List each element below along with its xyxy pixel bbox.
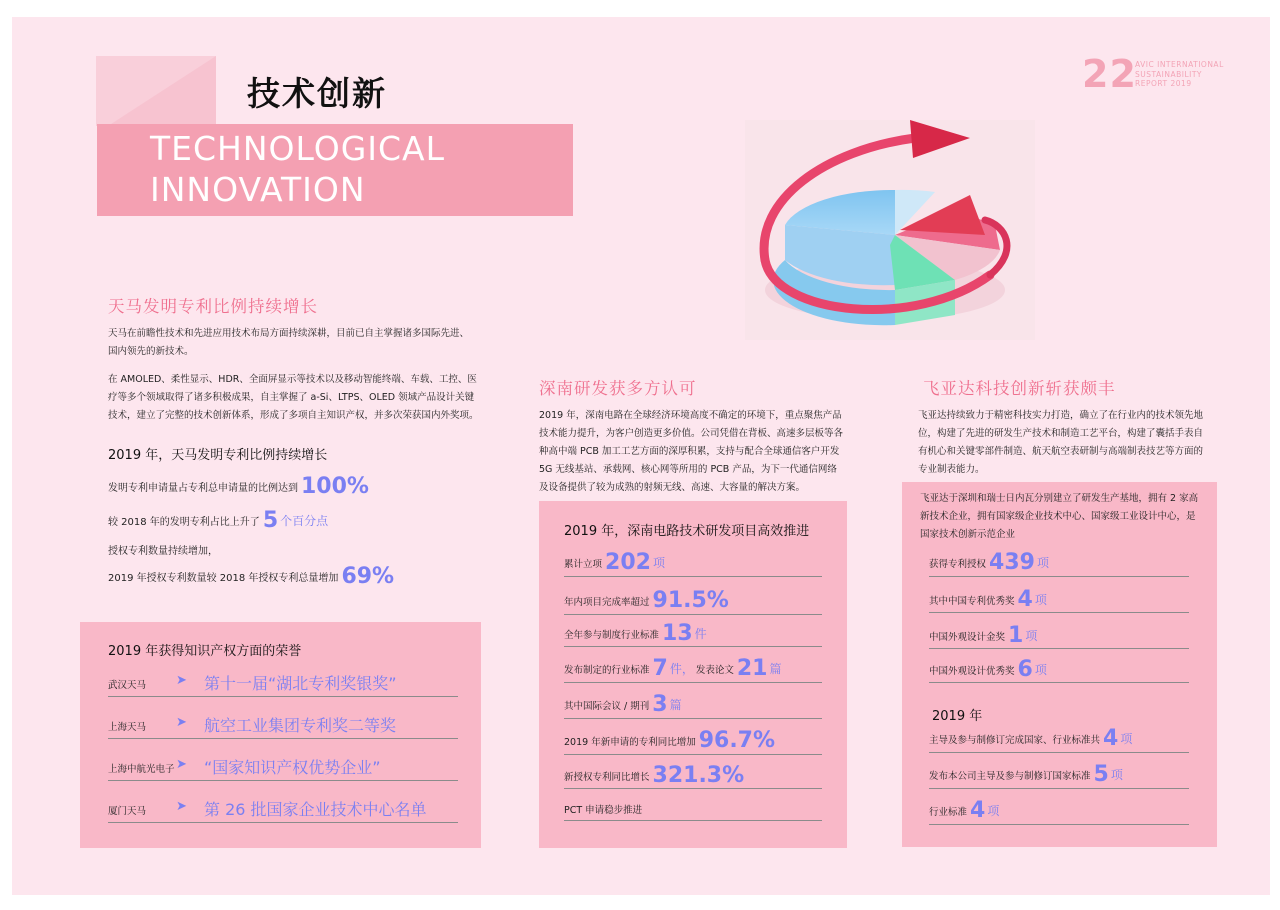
arrow-right-icon: ➤ bbox=[176, 715, 187, 730]
shennan-heading: 深南研发获多方认可 bbox=[539, 379, 697, 398]
shennan-box-title: 2019 年，深南电路技术研发项目高效推进 bbox=[564, 524, 810, 539]
pie-chart-arrow-illustration bbox=[745, 110, 1035, 340]
feiyada-row: 其中中国专利优秀奖 4 项 bbox=[929, 582, 1189, 613]
arrow-right-icon: ➤ bbox=[176, 673, 187, 688]
page-title-cn: 技术创新 bbox=[247, 74, 387, 113]
tianma-heading: 天马发明专利比例持续增长 bbox=[108, 297, 318, 316]
honor-row: 武汉天马 ➤ 第十一届“湖北专利奖银奖” bbox=[108, 670, 458, 697]
shennan-row: 全年参与制度行业标准 13 件 bbox=[564, 616, 822, 647]
tianma-stat: 2019 年授权专利数量较 2018 年授权专利总量增加 69% bbox=[108, 564, 395, 589]
shennan-row: 新授权专利同比增长 321.3% bbox=[564, 758, 822, 789]
shennan-row: 年内项目完成率超过 91.5% bbox=[564, 582, 822, 615]
feiyada-row: 中国外观设计优秀奖 6 项 bbox=[929, 652, 1189, 683]
tianma-stat: 较 2018 年的发明专利占比上升了 5 个百分点 bbox=[108, 508, 329, 533]
tianma-subheading: 2019 年，天马发明专利比例持续增长 bbox=[108, 448, 328, 463]
feiyada-intro: 飞亚达于深圳和瑞士日内瓦分别建立了研发生产基地，拥有 2 家高新技术企业，拥有国家级企业技术中心、国家级工业设计中心，是国家技术创新示范企业 bbox=[920, 493, 1199, 540]
honor-row: 厦门天马 ➤ 第 26 批国家企业技术中心名单 bbox=[108, 796, 458, 823]
page-title-en: TECHNOLOGICAL INNOVATION bbox=[150, 129, 446, 209]
honor-row: 上海天马 ➤ 航空工业集团专利奖二等奖 bbox=[108, 712, 458, 739]
arrow-right-icon: ➤ bbox=[176, 757, 187, 772]
shennan-row: PCT 申请稳步推进 bbox=[564, 800, 822, 821]
tianma-para-2: 在 AMOLED、柔性显示、HDR、全面屏显示等技术以及移动智能终端、车载、工控、医疗等多个领域取得了诸多积极成果，自主掌握了 a-Si、LTPS、OLED 领域产品设计关键技术，建立了完整的技术创新体系，形成了多项自主知识产权，并多次荣获国内外奖项。 bbox=[108, 374, 479, 421]
shennan-row: 累计立项 202 项 bbox=[564, 544, 822, 577]
shennan-para: 2019 年，深南电路在全球经济环境高度不确定的环境下，重点聚焦产品技术能力提升，为客户创造更多价值。公司凭借在背板、高速多层板等各种高中端 PCB 加工工艺方面的深厚积累，支持与配合全球通信客户开发 5G 无线基站、承载网、核心网等所用的 PCB 产品，为下一代通信网络及设备提供了较为成熟的射频无线、高速、大容量的解决方案。 bbox=[539, 410, 844, 493]
feiyada-row: 发布本公司主导及参与制修订国家标准 5 项 bbox=[929, 758, 1189, 789]
honor-row: 上海中航光电子 ➤ “国家知识产权优势企业” bbox=[108, 754, 458, 781]
feiyada-row: 行业标准 4 项 bbox=[929, 794, 1189, 825]
feiyada-row: 主导及参与制修订完成国家、行业标准共 4 项 bbox=[929, 722, 1189, 753]
tianma-stat: 授权专利数量持续增加， bbox=[108, 546, 218, 557]
page-number: 22 bbox=[1082, 52, 1137, 96]
arrow-right-icon: ➤ bbox=[176, 799, 187, 814]
tianma-para-1: 天马在前瞻性技术和先进应用技术布局方面持续深耕，目前已自主掌握诸多国际先进、国内领先的新技术。 bbox=[108, 328, 470, 357]
report-title: AVIC INTERNATIONAL SUSTAINABILITY REPORT 2019 bbox=[1135, 60, 1224, 88]
feiyada-row: 获得专利授权 439 项 bbox=[929, 544, 1189, 577]
feiyada-heading: 飞亚达科技创新斩获颇丰 bbox=[923, 379, 1116, 398]
tianma-stat: 发明专利申请量占专利总申请量的比例达到 100% bbox=[108, 474, 369, 499]
feiyada-para: 飞亚达持续致力于精密科技实力打造，确立了在行业内的技术领先地位，构建了先进的研发生产技术和制造工艺平台，构建了囊括手表自有机心和关键零部件制造、航天航空表研制与高端制表技艺等方面的专业制表能力。 bbox=[918, 410, 1204, 475]
honors-title: 2019 年获得知识产权方面的荣誉 bbox=[108, 644, 302, 659]
shennan-row: 其中国际会议 / 期刊 3 篇 bbox=[564, 686, 822, 719]
feiyada-row: 中国外观设计金奖 1 项 bbox=[929, 618, 1189, 649]
shennan-row: 2019 年新申请的专利同比增加 96.7% bbox=[564, 722, 822, 755]
feiyada-year: 2019 年 bbox=[932, 709, 983, 724]
shennan-row: 发布制定的行业标准 7 件， 发表论文 21 篇 bbox=[564, 650, 822, 683]
